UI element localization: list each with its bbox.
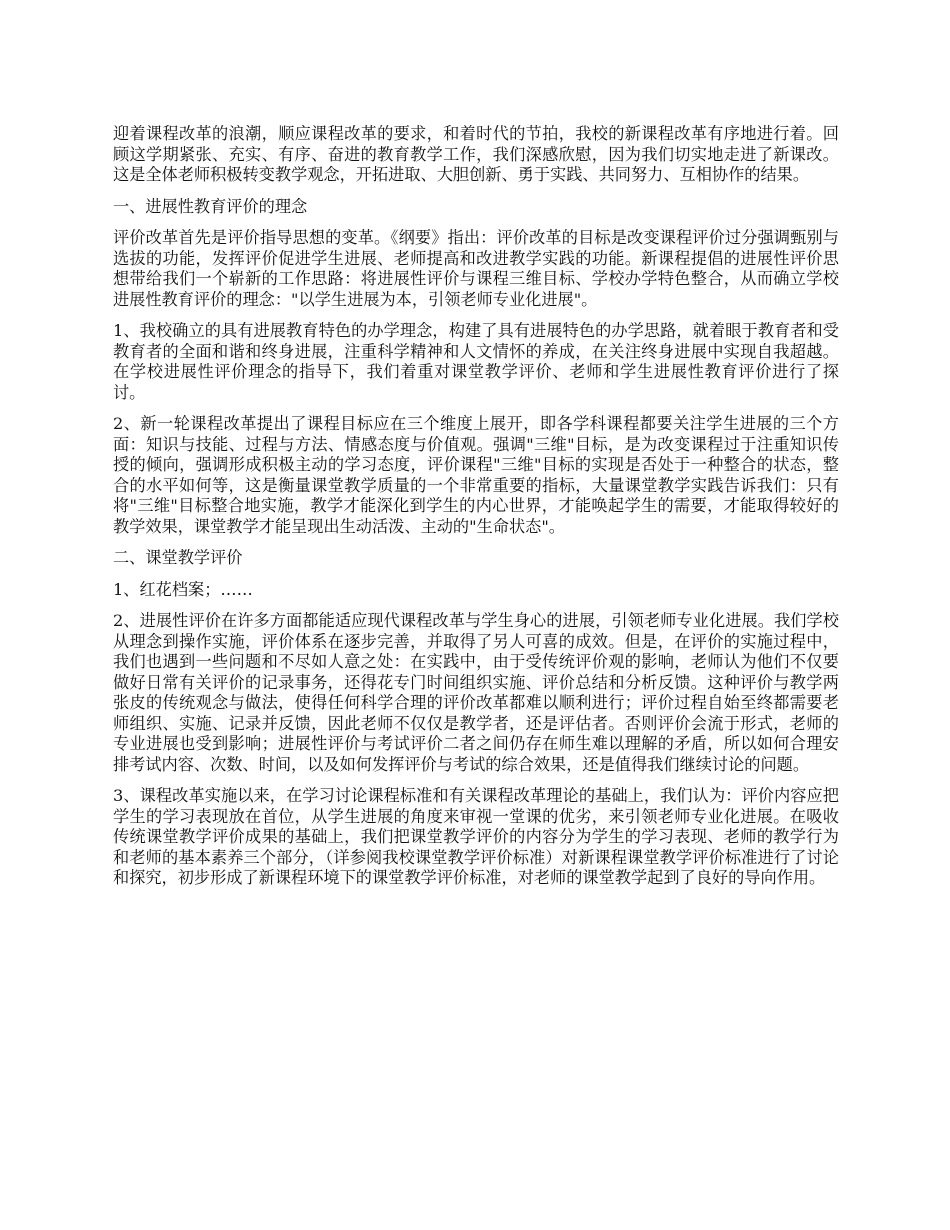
section-heading-1: 一、进展性教育评价的理念 <box>113 196 308 216</box>
body-paragraph: 评价改革首先是评价指导思想的变革。《纲要》指出：评价改革的目标是改变课程评价过分强调甄别与选拔的功能，发挥评价促进学生进展、老师提高和改进教学实践的功能。新课程提倡的进展性评价思想带给我们一个崭新的工作思路：将进展性评价与课程三维目标、学校办学特色整合，从而确立学校进展性教育评价的理念："以学生进展为本，引领老师专业化进展"。 <box>113 228 839 309</box>
body-paragraph: 1、红花档案；…… <box>113 579 253 599</box>
body-paragraph: 2、进展性评价在许多方面都能适应现代课程改革与学生身心的进展，引领老师专业化进展。我们学校从理念到操作实施，评价体系在逐步完善，并取得了另人可喜的成效。但是，在评价的实施过程中，我们也遇到一些问题和不尽如人意之处：在实践中，由于受传统评价观的影响，老师认为他们不仅要做好日常有关评价的记录事务，还得花专门时间组织实施、评价总结和分析反馈。这种评价与教学两张皮的传统观念与做法，使得任何科学合理的评价改革都难以顺利进行；评价过程自始至终都需要老师组织、实施、记录并反馈，因此老师不仅仅是教学者，还是评估者。否则评价会流于形式，老师的专业进展也受到影响；进展性评价与考试评价二者之间仍存在师生难以理解的矛盾，所以如何合理安排考试内容、次数、时间，以及如何发挥评价与考试的综合效果，还是值得我们继续讨论的问题。 <box>113 611 839 774</box>
intro-paragraph: 迎着课程改革的浪潮，顺应课程改革的要求，和着时代的节拍，我校的新课程改革有序地进行着。回顾这学期紧张、充实、有序、奋进的教育教学工作，我们深感欣慰，因为我们切实地走进了新课改。这是全体老师积极转变教学观念，开拓进取、大胆创新、勇于实践、共同努力、互相协作的结果。 <box>113 124 839 184</box>
body-paragraph: 1、我校确立的具有进展教育特色的办学理念，构建了具有进展特色的办学思路，就着眼于教育者和受教育者的全面和谐和终身进展，注重科学精神和人文情怀的养成，在关注终身进展中实现自我超越。在学校进展性评价理念的指导下，我们着重对课堂教学评价、老师和学生进展性教育评价进行了探讨。 <box>113 321 839 402</box>
section-heading-2: 二、课堂教学评价 <box>113 548 243 567</box>
body-paragraph: 2、新一轮课程改革提出了课程目标应在三个维度上展开，即各学科课程都要关注学生进展的三个方面：知识与技能、过程与方法、情感态度与价值观。强调"三维"目标，是为改变课程过于注重知识传授的倾向，强调形成积极主动的学习态度，评价课程"三维"目标的实现是否处于一种整合的状态，整合的水平如何等，这是衡量课堂教学质量的一个非常重要的指标，大量课堂教学实践告诉我们：只有将"三维"目标整合地实施，教学才能深化到学生的内心世界，才能唤起学生的需要，才能取得较好的教学效果，课堂教学才能呈现出生动活泼、主动的"生命状态"。 <box>113 414 839 536</box>
document-body <box>113 124 839 900</box>
body-paragraph: 3、课程改革实施以来，在学习讨论课程标准和有关课程改革理论的基础上，我们认为：评价内容应把学生的学习表现放在首位，从学生进展的角度来审视一堂课的优劣，来引领老师专业化进展。在吸收传统课堂教学评价成果的基础上，我们把课堂教学评价的内容分为学生的学习表现、老师的教学行为和老师的基本素养三个部分，（详参阅我校课堂教学评价标准）对新课程课堂教学评价标准进行了讨论和探究，初步形成了新课程环境下的课堂教学评价标准，对老师的课堂教学起到了良好的导向作用。 <box>113 786 839 887</box>
